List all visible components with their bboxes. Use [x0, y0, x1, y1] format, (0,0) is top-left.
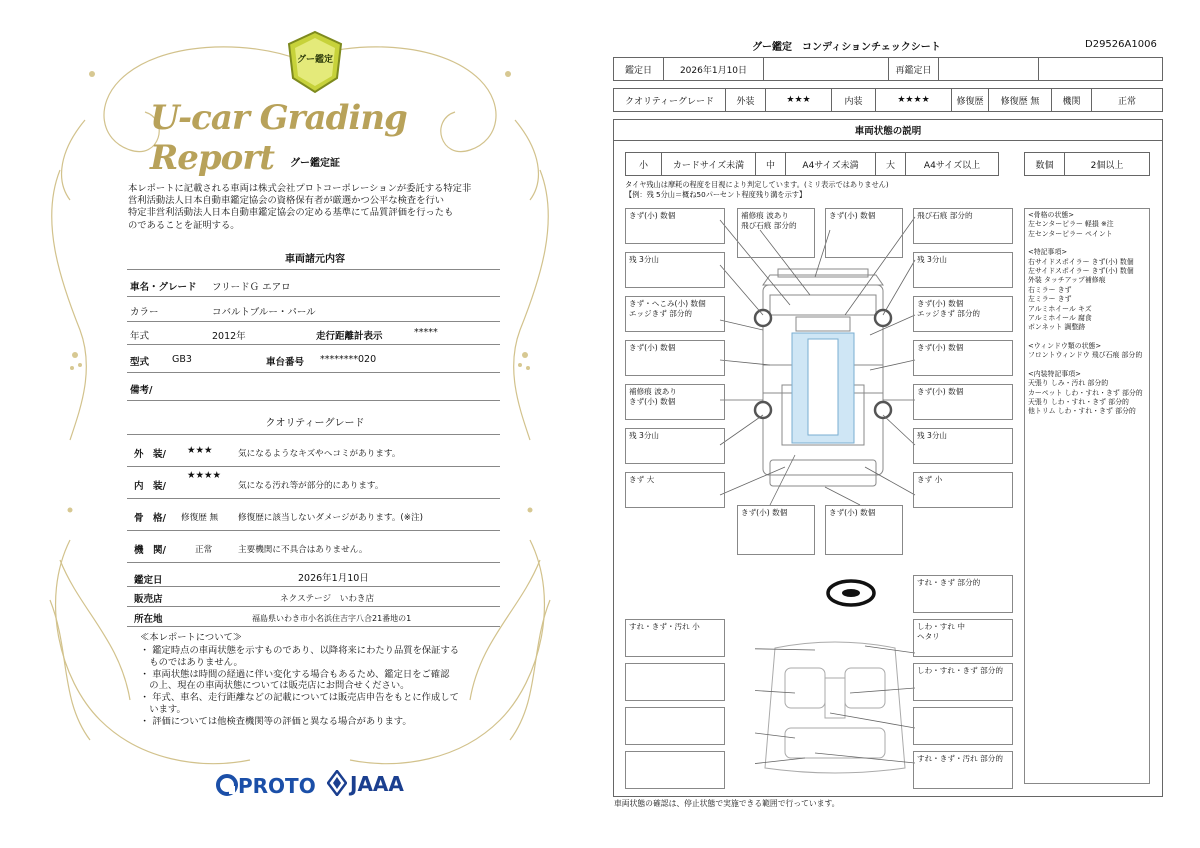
shop-label: 販売店 [134, 594, 163, 605]
size-large: 大 [876, 153, 906, 175]
side-note: 天張り しわ・すれ・きず 部分的 [1028, 397, 1129, 406]
size-large-desc: A4サイズ以上 [923, 160, 981, 171]
damage-box-left-rear-door: 補修痕 波あり きず(小) 数個 [625, 384, 725, 420]
side-note: 他トリム しわ・すれ・きず 部分的 [1028, 407, 1136, 416]
exterior-value: ★★★ [766, 89, 832, 111]
interior-box-steering: すれ・きず 部分的 [913, 575, 1013, 613]
damage-box-right-front-door: きず(小) 数個 [913, 340, 1013, 376]
damage-box-left-front-fender: きず・へこみ(小) 数個 エッジきず 部分的 [625, 296, 725, 332]
front-left-tire-icon [755, 310, 771, 326]
address-label: 所在地 [134, 614, 163, 625]
document-id: D29526A1006 [1085, 39, 1157, 50]
footer-note: 車両状態の確認は、停止状態で実施できる範囲で行っています。 [614, 799, 840, 808]
interior-value: ★★★★ [876, 89, 952, 111]
divider [127, 269, 500, 270]
exterior-label: 外装 [726, 89, 766, 111]
size-small: 小 [626, 153, 662, 175]
interior-label: 内装 [832, 89, 876, 111]
rear-left-tire-icon [755, 402, 771, 418]
chassis-value: ********020 [320, 354, 377, 365]
side-note: アルミホイール 腐食 [1028, 314, 1092, 323]
repair-label: 修復歴 [952, 89, 989, 111]
date-label: 鑑定日 [614, 58, 664, 80]
divider [127, 400, 500, 401]
proto-logo-icon [216, 774, 238, 796]
side-note: <内装特記事項> [1028, 369, 1081, 378]
note-line: ・ 年式、車名、走行距離などの記載については販売店申告をもとに作成して [140, 692, 459, 704]
count-label: 数個 [1025, 153, 1065, 175]
interior-box-driver-seat: しわ・すれ 中 ヘタリ [913, 619, 1013, 657]
interior-rating: ★★★★ [187, 470, 222, 481]
quality-grade-label: クオリティーグレード [614, 89, 726, 111]
side-note: 左センターピラー 軽損 ※注 [1028, 220, 1114, 229]
note-line: います。 [140, 703, 186, 715]
steering-wheel-icon [825, 577, 877, 609]
cert-line: 特定非営利活動法人日本自動車鑑定協会の定める基準にて品質評価を行ったも [128, 207, 454, 219]
size-legend [625, 152, 999, 176]
engine-value: 正常 [1117, 96, 1136, 107]
cert-heading: グー鑑定証 [290, 158, 340, 169]
tire-note-2: 【例：残 5分山＝概ね50パーセント程度残り溝を示す】 [625, 190, 807, 199]
divider [127, 296, 500, 297]
cert-paragraph [128, 183, 508, 232]
side-note: 右サイドスポイラー きず(小) 数個 [1028, 257, 1134, 266]
date-blank [764, 58, 889, 80]
side-note: 左ミラー きず [1028, 295, 1072, 304]
damage-box-right-rear: きず 小 [913, 472, 1013, 508]
divider [127, 498, 500, 499]
side-note: 左サイドスポイラー きず(小) 数個 [1028, 267, 1134, 276]
appraisal-date-value: 2026年1月10日 [298, 573, 369, 584]
model-value: GB3 [172, 354, 192, 365]
side-note: <ウィンドウ類の状態> [1028, 341, 1102, 350]
report-title: U-car Grading Report [150, 98, 407, 178]
damage-box-front-center-right: きず(小) 数個 [825, 208, 903, 258]
redate-label: 再鑑定日 [889, 58, 939, 80]
side-note: 右ミラー きず [1028, 285, 1072, 294]
remarks-label: 備考/ [130, 385, 153, 396]
interior-box-left-front [625, 663, 725, 701]
note-line: ものではありません。 [140, 656, 243, 668]
side-note: <特記事項> [1028, 248, 1068, 257]
damage-box-left-rear: きず 大 [625, 472, 725, 508]
size-small-desc: カードサイズ未満 [662, 153, 756, 175]
interior-box-left-mid [625, 707, 725, 745]
exterior-rating: ★★★ [187, 445, 213, 456]
address-value: 福島県いわき市小名浜住吉字八合21番地の1 [252, 614, 412, 623]
side-note: 左センターピラー ペイント [1028, 229, 1113, 238]
jaaa-logo-icon [327, 770, 347, 796]
divider [127, 562, 500, 563]
odometer-label: 走行距離計表示 [316, 331, 383, 342]
note-line: ・ 評価については他検査機関等の評価と異なる場合があります。 [140, 715, 412, 727]
explanation-heading: 車両状態の説明 [613, 119, 1163, 141]
side-note: <骨格の状態> [1028, 211, 1074, 219]
damage-box-left-front-door: きず(小) 数個 [625, 340, 725, 376]
side-note: 天張り しみ・汚れ 部分的 [1028, 379, 1109, 388]
interior-desc: 気になる汚れ等が部分的にあります。 [238, 481, 384, 491]
tire-note-1: タイヤ残山は摩耗の程度を目視により判定しています。(ミリ表示ではありません) [625, 180, 889, 189]
tire-box-rear-left: 残 3分山 [625, 428, 725, 464]
tire-box-front-left: 残 3分山 [625, 252, 725, 288]
year-label: 年式 [130, 331, 150, 342]
car-name-value: フリードＧ エアロ [212, 282, 291, 293]
color-label: カラー [130, 307, 159, 318]
divider [127, 321, 500, 322]
damage-box-front-right: 飛び石痕 部分的 [913, 208, 1013, 244]
interior-box-right-front: しわ・すれ・きず 部分的 [913, 663, 1013, 701]
interior-box-ceiling: すれ・きず・汚れ 小 [625, 619, 725, 657]
cert-line: のであることを証明する。 [128, 219, 240, 231]
notes-side-panel [1024, 208, 1150, 784]
side-note [1028, 361, 1146, 370]
damage-box-rear-center-right: きず(小) 数個 [825, 505, 903, 555]
jaaa-logo-text: JAAA [350, 772, 404, 796]
shop-value: ネクステージ いわき店 [280, 594, 375, 604]
note-line: ・ 車両状態は時間の経過に伴い変化する場合もあるため、鑑定日をご確認 [140, 668, 450, 680]
repair-value: 修復歴 無 [989, 89, 1052, 111]
side-note: ボンネット 調整跡 [1028, 323, 1086, 332]
tire-box-front-right: 残 3分山 [913, 252, 1013, 288]
frame-desc: 修復歴に該当しないダメージがあります。(※注) [238, 513, 423, 523]
divider [127, 586, 500, 587]
damage-box-right-front-fender: きず(小) 数個 エッジきず 部分的 [913, 296, 1013, 332]
proto-logo-text: PROTO [238, 774, 316, 798]
interior-box-rear-seat: すれ・きず・汚れ 部分的 [913, 751, 1013, 789]
interior-box-right-mid [913, 707, 1013, 745]
tire-box-rear-right: 残 3分山 [913, 428, 1013, 464]
side-note: アルミホイール キズ [1028, 304, 1092, 313]
frame-rating: 修復歴 無 [181, 513, 219, 523]
cert-line: 営利活動法人日本自動車鑑定協会の資格保有者が厳選かつ公平な検査を行い [128, 195, 445, 207]
count-desc: 2個以上 [1090, 160, 1124, 171]
divider [127, 606, 500, 607]
year-value: 2012年 [212, 331, 246, 342]
cert-line: 本レポートに記載される車両は株式会社プロトコーポレーションが委託する特定非 [128, 183, 472, 194]
divider [127, 344, 500, 345]
color-value: コバルトブルー・パール [212, 307, 316, 318]
date-row [613, 57, 1163, 81]
model-label: 型式 [130, 357, 150, 368]
engine-desc: 主要機関に不具合はありません。 [238, 545, 368, 555]
exterior-desc: 気になるようなキズやヘコミがあります。 [238, 449, 401, 459]
note-line: ・ 鑑定時点の車両状態を示すものであり、以降将来にわたり品質を保証する [140, 645, 460, 656]
rear-right-tire-icon [875, 402, 891, 418]
odometer-value: ***** [414, 327, 438, 338]
interior-label: 内 装/ [134, 481, 166, 492]
note-line: の上、現在の車両状態については販売店にお問合せください。 [140, 680, 410, 692]
spec-heading: 車両諸元内容 [285, 254, 345, 265]
damage-box-right-rear-door: きず(小) 数個 [913, 384, 1013, 420]
frame-label: 骨 格/ [134, 513, 166, 524]
quality-heading: クオリティーグレード [265, 418, 365, 429]
size-medium: 中 [756, 153, 786, 175]
side-note: フロントウィンドウ 飛び石痕 部分的 [1028, 351, 1143, 360]
damage-box-front-left: きず(小) 数個 [625, 208, 725, 244]
date-value: 2026年1月10日 [664, 58, 764, 80]
grade-row [613, 88, 1163, 112]
engine-label: 機関 [1052, 89, 1092, 111]
damage-box-front-center-left: 補修痕 波あり 飛び石痕 部分的 [737, 208, 815, 258]
divider [127, 530, 500, 531]
engine-rating: 正常 [195, 545, 213, 555]
notes-list [140, 645, 500, 728]
divider [127, 434, 500, 435]
front-right-tire-icon [875, 310, 891, 326]
count-legend [1024, 152, 1150, 176]
divider [127, 372, 500, 373]
divider [127, 466, 500, 467]
redate-value [939, 58, 1039, 80]
car-name-label: 車名・グレード [130, 282, 197, 293]
interior-box-left-rear [625, 751, 725, 789]
appraisal-date-label: 鑑定日 [134, 575, 163, 586]
divider [127, 626, 500, 627]
side-note [1028, 333, 1146, 342]
badge-label: グー鑑定 [296, 55, 333, 65]
damage-box-rear-center-left: きず(小) 数個 [737, 505, 815, 555]
engine-label: 機 関/ [134, 545, 166, 556]
exterior-label: 外 装/ [134, 449, 166, 460]
side-note [1028, 239, 1146, 248]
sheet-title: グー鑑定 コンディションチェックシート [752, 42, 941, 53]
notes-heading: ≪本レポートについて≫ [140, 632, 243, 643]
side-note: カーペット しわ・すれ・きず 部分的 [1028, 388, 1143, 397]
side-note: 外装 タッチアップ補修痕 [1028, 276, 1106, 285]
car-interior-diagram [755, 638, 915, 778]
size-medium-desc: A4サイズ未満 [786, 153, 876, 175]
chassis-label: 車台番号 [266, 357, 305, 368]
